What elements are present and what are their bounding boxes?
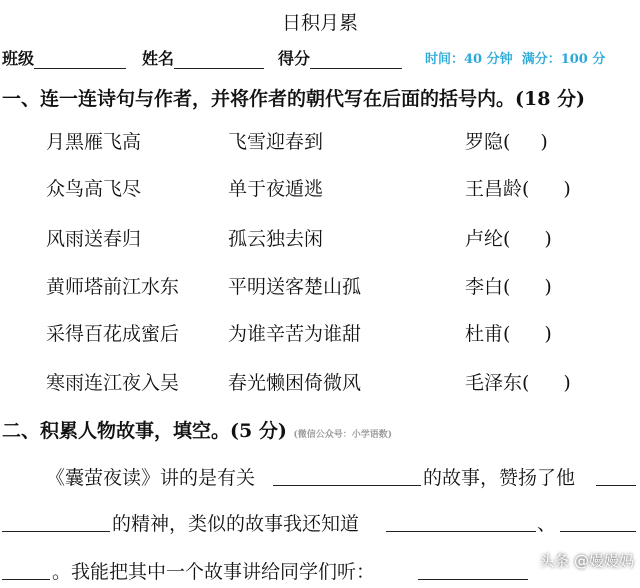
story-blank-5[interactable] <box>560 531 636 532</box>
close-paren: ) <box>544 276 552 298</box>
story-line2-text-a: 的精神，类似的故事我还知道 <box>112 513 360 535</box>
story-blank-4[interactable] <box>386 531 536 532</box>
section2-title: 二、积累人物故事，填空。(5 分) <box>2 420 287 442</box>
author-item[interactable] <box>465 224 552 251</box>
author-name: 罗隐( <box>465 131 511 153</box>
author-name: 毛泽东( <box>465 372 530 394</box>
poem-line-left[interactable]: 采得百花成蜜后 <box>46 323 180 345</box>
exam-meta <box>425 48 605 67</box>
time-info: 时间：40 分钟 <box>425 52 513 67</box>
score-label: 得分 <box>278 49 311 68</box>
class-blank[interactable] <box>34 52 126 69</box>
poem-line-left[interactable]: 寒雨连江夜入吴 <box>46 372 180 394</box>
story-line1-text-a: 《囊萤夜读》讲的是有关 <box>46 467 256 489</box>
author-item[interactable] <box>465 319 552 346</box>
poem-line-mid[interactable]: 平明送客楚山孤 <box>228 276 362 298</box>
close-paren: ) <box>563 178 571 200</box>
story-blank-2[interactable] <box>596 485 636 486</box>
author-name: 王昌龄( <box>465 178 530 200</box>
poem-line-mid[interactable]: 春光懒困倚微风 <box>228 372 362 394</box>
poem-line-mid[interactable]: 单于夜遁逃 <box>228 178 324 200</box>
page-title: 日积月累 <box>281 12 358 34</box>
close-paren: ) <box>544 323 552 345</box>
section2-heading <box>2 416 392 443</box>
author-item[interactable] <box>465 368 571 395</box>
class-field <box>2 46 126 69</box>
name-label: 姓名 <box>142 49 175 68</box>
author-item[interactable] <box>465 127 548 154</box>
poem-line-left[interactable]: 风雨送春归 <box>46 228 142 250</box>
full-score-info: 满分：100 分 <box>521 52 606 67</box>
poem-line-left[interactable]: 月黑雁飞高 <box>46 131 142 153</box>
author-name: 杜甫( <box>465 323 511 345</box>
author-name: 李白( <box>465 276 511 298</box>
poem-line-left[interactable]: 众鸟高飞尽 <box>46 178 142 200</box>
poem-line-mid[interactable]: 孤云独去闲 <box>228 228 324 250</box>
name-field <box>142 46 264 69</box>
score-blank[interactable] <box>310 52 402 69</box>
close-paren: ) <box>540 131 548 153</box>
class-label: 班级 <box>2 49 35 68</box>
author-item[interactable] <box>465 272 552 299</box>
name-blank[interactable] <box>174 52 264 69</box>
close-paren: ) <box>563 372 571 394</box>
story-line2-separator: 、 <box>537 513 557 535</box>
close-paren: ) <box>544 228 552 250</box>
author-item[interactable] <box>465 174 571 201</box>
poem-line-mid[interactable]: 为谁辛苦为谁甜 <box>228 323 362 345</box>
score-field <box>278 46 402 69</box>
story-blank-7[interactable] <box>418 579 528 580</box>
source-note: (微信公众号：小学语数) <box>293 430 392 440</box>
section1-heading: 一、连一连诗句与作者，并将作者的朝代写在后面的括号内。(18 分) <box>2 88 586 110</box>
watermark: 头条 @嫚嫚妈 <box>539 552 634 570</box>
story-line1-text-b: 的故事，赞扬了他 <box>423 467 576 489</box>
story-line3-text: 。我能把其中一个故事讲给同学们听： <box>52 561 376 583</box>
story-blank-1[interactable] <box>273 485 421 486</box>
story-blank-3[interactable] <box>2 531 110 532</box>
poem-line-mid[interactable]: 飞雪迎春到 <box>228 131 324 153</box>
author-name: 卢纶( <box>465 228 511 250</box>
poem-line-left[interactable]: 黄师塔前江水东 <box>46 276 180 298</box>
story-blank-6[interactable] <box>2 579 50 580</box>
